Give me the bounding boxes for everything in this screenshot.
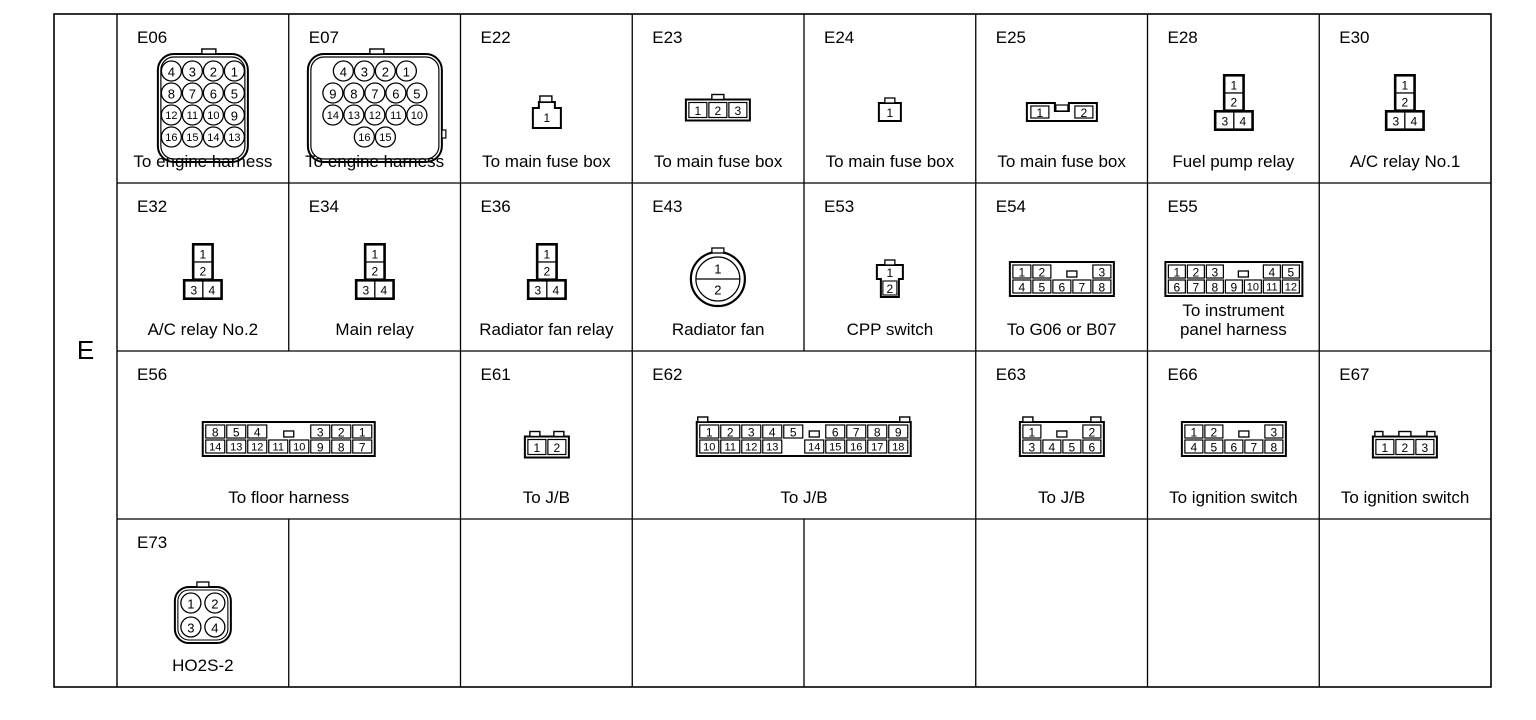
connector-label: Fuel pump relay [1172,152,1295,171]
pin-number: 15 [379,132,392,144]
pin-number: 3 [1028,440,1035,455]
pin-number: 3 [1421,441,1429,455]
connector-cell-e07 [289,14,461,183]
pin-number: 8 [874,425,881,440]
connector-id: E22 [480,28,511,47]
pin-number: 2 [211,596,219,612]
pin-number: 2 [543,264,550,279]
pin-number: 3 [1221,114,1228,129]
pin-number: 3 [748,425,755,440]
pin-number: 15 [829,441,842,454]
connector-housing [175,587,231,643]
connector-label: HO2S-2 [172,656,234,675]
pin-number: 2 [1192,265,1199,280]
pin-number: 6 [832,425,839,440]
pin-number: 3 [1392,114,1400,129]
connector-label: To ignition switch [1169,488,1298,507]
pin-number: 6 [209,86,217,102]
connector-label: Radiator fan relay [479,320,614,339]
pin-number: 2 [1038,265,1045,280]
pin-number: 3 [316,425,324,440]
connector-label: To G06 or B07 [1006,320,1117,339]
pin-number: 13 [228,132,241,144]
pin-number: 9 [1230,280,1237,295]
pin-number: 7 [371,86,379,102]
pin-number: 5 [790,425,797,440]
connector-latch [900,417,910,422]
pin-number: 4 [339,64,347,80]
connector-latch [539,96,551,102]
connector-latch [885,260,895,265]
pin-number: 4 [1048,440,1055,455]
connector-latch [284,431,294,437]
connector-id: E62 [652,365,683,384]
pin-number: 5 [1210,440,1217,455]
pin-number: 2 [714,104,722,118]
connector-label: Radiator fan [671,320,765,339]
connector-label: To engine harness [133,152,273,171]
pin-number: 1 [1018,265,1025,280]
connector-cell-e32 [117,183,289,351]
pin-number: 12 [368,110,381,122]
connector-label: To engine harness [305,152,445,171]
connector-id: E23 [652,28,683,47]
pin-number: 3 [188,64,196,80]
empty-cell [289,519,461,687]
pin-number: 1 [230,64,238,80]
connector-cell-e73 [117,519,289,687]
connector-id: E67 [1339,365,1370,384]
connector-id: E32 [137,197,168,216]
pin-number: 8 [1211,280,1218,295]
connector-label: To main fuse box [997,152,1126,171]
connector-latch [442,130,446,138]
pin-number: 4 [253,425,261,440]
pin-number: 16 [850,441,863,454]
pin-number: 4 [380,283,387,298]
connector-label: To J/B [1038,488,1086,507]
pin-number: 1 [543,247,550,262]
pin-number: 2 [727,425,734,440]
pin-number: 5 [1068,440,1075,455]
pin-number: 4 [1239,114,1246,129]
pin-number: 6 [1088,440,1095,455]
pin-number: 7 [1192,280,1199,295]
connector-latch [529,432,539,437]
pin-number: 7 [188,86,196,102]
connector-cell-e62 [632,351,976,519]
pin-number: 12 [251,441,264,454]
pin-number: 5 [1038,280,1045,295]
connector-id: E34 [308,197,339,216]
connector-label: To ignition switch [1340,488,1470,507]
connector-label: To main fuse box [653,152,783,171]
connector-id: E73 [137,533,168,552]
connector-id: E61 [480,365,511,384]
connector-id: E36 [480,197,511,216]
pin-number: 1 [187,596,195,612]
pin-number: 14 [209,441,222,454]
connector-latch [1375,432,1383,437]
empty-cell [1148,519,1320,687]
pin-number: 11 [186,110,199,122]
pin-number: 3 [360,64,368,80]
pin-number: 1 [886,106,894,120]
pin-number: 4 [1268,265,1275,280]
pin-number: 9 [329,86,337,102]
connector-latch [197,582,209,587]
connector-latch [1238,431,1248,437]
connector-latch [1067,271,1077,277]
pin-number: 1 [694,104,702,118]
pin-number: 3 [534,283,541,298]
connector-cell-e56 [117,351,461,519]
connector-latch [1091,417,1101,422]
connector-id: E63 [995,365,1026,384]
connector-label: A/C relay No.1 [1349,152,1461,171]
connector-cell-e22 [461,14,633,183]
pin-number: 9 [895,425,902,440]
pin-number: 5 [230,86,238,102]
pin-number: 6 [1173,280,1180,295]
pin-number: 8 [337,440,345,455]
connector-cell-e53 [804,183,976,351]
connector-id: E66 [1167,365,1198,384]
pin-number: 2 [1401,441,1409,455]
pin-number: 4 [1410,114,1418,129]
connector-cell-e63 [976,351,1148,519]
pin-number: 1 [1028,425,1035,440]
pin-number: 2 [381,64,389,80]
connector-cell-e54 [976,183,1148,351]
pin-number: 1 [714,261,722,277]
pin-number: 7 [1250,440,1257,455]
connector-label: To main fuse box [825,152,955,171]
connector-label: To J/B [780,488,828,507]
pin-number: 14 [326,110,339,122]
pin-number: 6 [1230,440,1237,455]
section-letter: E [76,335,95,365]
empty-cell [976,519,1148,687]
connector-id: E55 [1167,197,1198,216]
connector-cell-e06 [117,14,289,183]
connector-id: E06 [137,28,168,47]
pin-number: 4 [167,64,175,80]
pin-number: 3 [734,104,742,118]
pin-number: 5 [413,86,421,102]
connector-latch [698,417,708,422]
empty-cell [804,519,976,687]
pin-number: 3 [1098,265,1105,280]
connector-id: E25 [995,28,1026,47]
connector-label: A/C relay No.2 [147,320,259,339]
pin-number: 3 [1211,265,1218,280]
connector-label: To J/B [522,488,570,507]
pin-number: 2 [1088,425,1095,440]
pin-number: 1 [402,64,410,80]
connector-label: To floor harness [228,488,350,507]
connector-id: E28 [1167,28,1198,47]
pin-number: 4 [552,283,559,298]
pin-number: 7 [853,425,860,440]
pin-number: 1 [533,441,540,455]
pin-number: 1 [199,247,207,262]
connector-latch [712,248,724,253]
pin-number: 7 [358,440,366,455]
pin-number: 1 [1381,441,1389,455]
connector-latch [810,431,820,437]
pin-number: 2 [714,282,722,298]
connector-latch [1238,271,1248,277]
pin-number: 8 [1270,440,1277,455]
empty-cell [461,519,633,687]
connector-id: E43 [652,197,683,216]
pin-number: 4 [208,283,216,298]
empty-cell [1319,519,1491,687]
pin-number: 2 [1210,425,1217,440]
pin-number: 1 [886,266,894,280]
pin-number: 2 [1401,95,1409,110]
pin-number: 2 [553,441,560,455]
pin-number: 2 [1080,106,1087,120]
pin-number: 15 [186,132,199,144]
pin-number: 6 [1058,280,1065,295]
pin-number: 1 [1190,425,1197,440]
pin-number: 3 [187,620,195,636]
connector-latch [885,98,895,103]
pin-number: 13 [766,441,779,454]
pin-number: 8 [167,86,175,102]
pin-number: 7 [1078,280,1085,295]
pin-number: 2 [371,264,378,279]
connector-cell-e36 [461,183,633,351]
pin-number: 10 [293,441,306,454]
pin-number: 16 [358,132,371,144]
pin-number: 14 [808,441,821,454]
connector-cell-e28 [1148,14,1320,183]
pin-number: 14 [207,132,220,144]
pin-number: 6 [392,86,400,102]
pin-number: 1 [1173,265,1180,280]
pin-number: 1 [371,247,378,262]
pin-number: 2 [199,264,207,279]
pin-number: 4 [1018,280,1025,295]
pin-number: 2 [1230,95,1237,110]
connector-cell-e55 [1148,183,1320,351]
pin-number: 2 [886,282,894,296]
connector-id: E30 [1339,28,1370,47]
pin-number: 12 [745,441,758,454]
connector-cell-e67 [1319,351,1491,519]
connector-label: Main relay [335,320,414,339]
pin-number: 3 [362,283,369,298]
pin-number: 9 [230,108,238,124]
pin-number: 17 [871,441,884,454]
connector-latch [1023,417,1033,422]
pin-number: 4 [1190,440,1197,455]
connector-id: E24 [824,28,855,47]
connector-label: CPP switch [846,320,934,339]
pin-number: 1 [358,425,366,440]
pin-number: 1 [706,425,713,440]
connector-cell-e34 [289,183,461,351]
pin-number: 3 [190,283,198,298]
pin-number: 1 [543,111,550,125]
connector-latch [1056,105,1068,111]
connector-cell-e61 [461,351,633,519]
pin-number: 8 [350,86,358,102]
connector-latch [1399,432,1411,437]
connector-id: E56 [137,365,168,384]
pin-number: 11 [1265,281,1278,294]
pin-number: 2 [337,425,345,440]
pin-number: 5 [232,425,240,440]
connector-cell-e30 [1319,14,1491,183]
connector-latch [1057,431,1067,437]
pin-number: 10 [207,110,220,122]
pin-number: 11 [724,441,737,454]
pin-number: 12 [1284,281,1297,294]
pin-number: 18 [892,441,905,454]
pin-number: 13 [230,441,243,454]
pin-number: 8 [1098,280,1105,295]
pin-number: 2 [209,64,217,80]
pin-number: 12 [165,110,178,122]
connector-latch [553,432,563,437]
pin-number: 11 [389,110,402,122]
pin-number: 1 [1036,106,1043,120]
connector-id: E54 [995,197,1026,216]
pin-number: 10 [1246,281,1259,294]
pin-number: 16 [165,132,178,144]
connector-label: To main fuse box [482,152,611,171]
pin-number: 4 [769,425,776,440]
pin-number: 5 [1287,265,1294,280]
connector-cell-e23 [632,14,804,183]
pin-number: 10 [703,441,716,454]
empty-cell [632,519,804,687]
pin-number: 3 [1270,425,1277,440]
pin-number: 11 [272,441,284,454]
pin-number: 1 [1401,78,1409,93]
connector-cell-e43 [632,183,804,351]
connector-latch [1427,432,1435,437]
connector-latch [370,49,384,54]
pin-number: 8 [211,425,219,440]
connector-id: E07 [308,28,339,47]
pin-number: 9 [316,440,324,455]
connector-label: To instrument panel harness [1179,301,1287,339]
pin-number: 13 [347,110,360,122]
connector-cell-e24 [804,14,976,183]
connector-id: E53 [824,197,855,216]
connector-latch [202,49,216,54]
pin-number: 4 [211,620,219,636]
empty-cell [1319,183,1491,351]
pin-number: 1 [1230,78,1237,93]
pin-number: 10 [410,110,423,122]
connector-cell-e25 [976,14,1148,183]
connector-cell-e66 [1148,351,1320,519]
connector-latch [712,95,724,100]
